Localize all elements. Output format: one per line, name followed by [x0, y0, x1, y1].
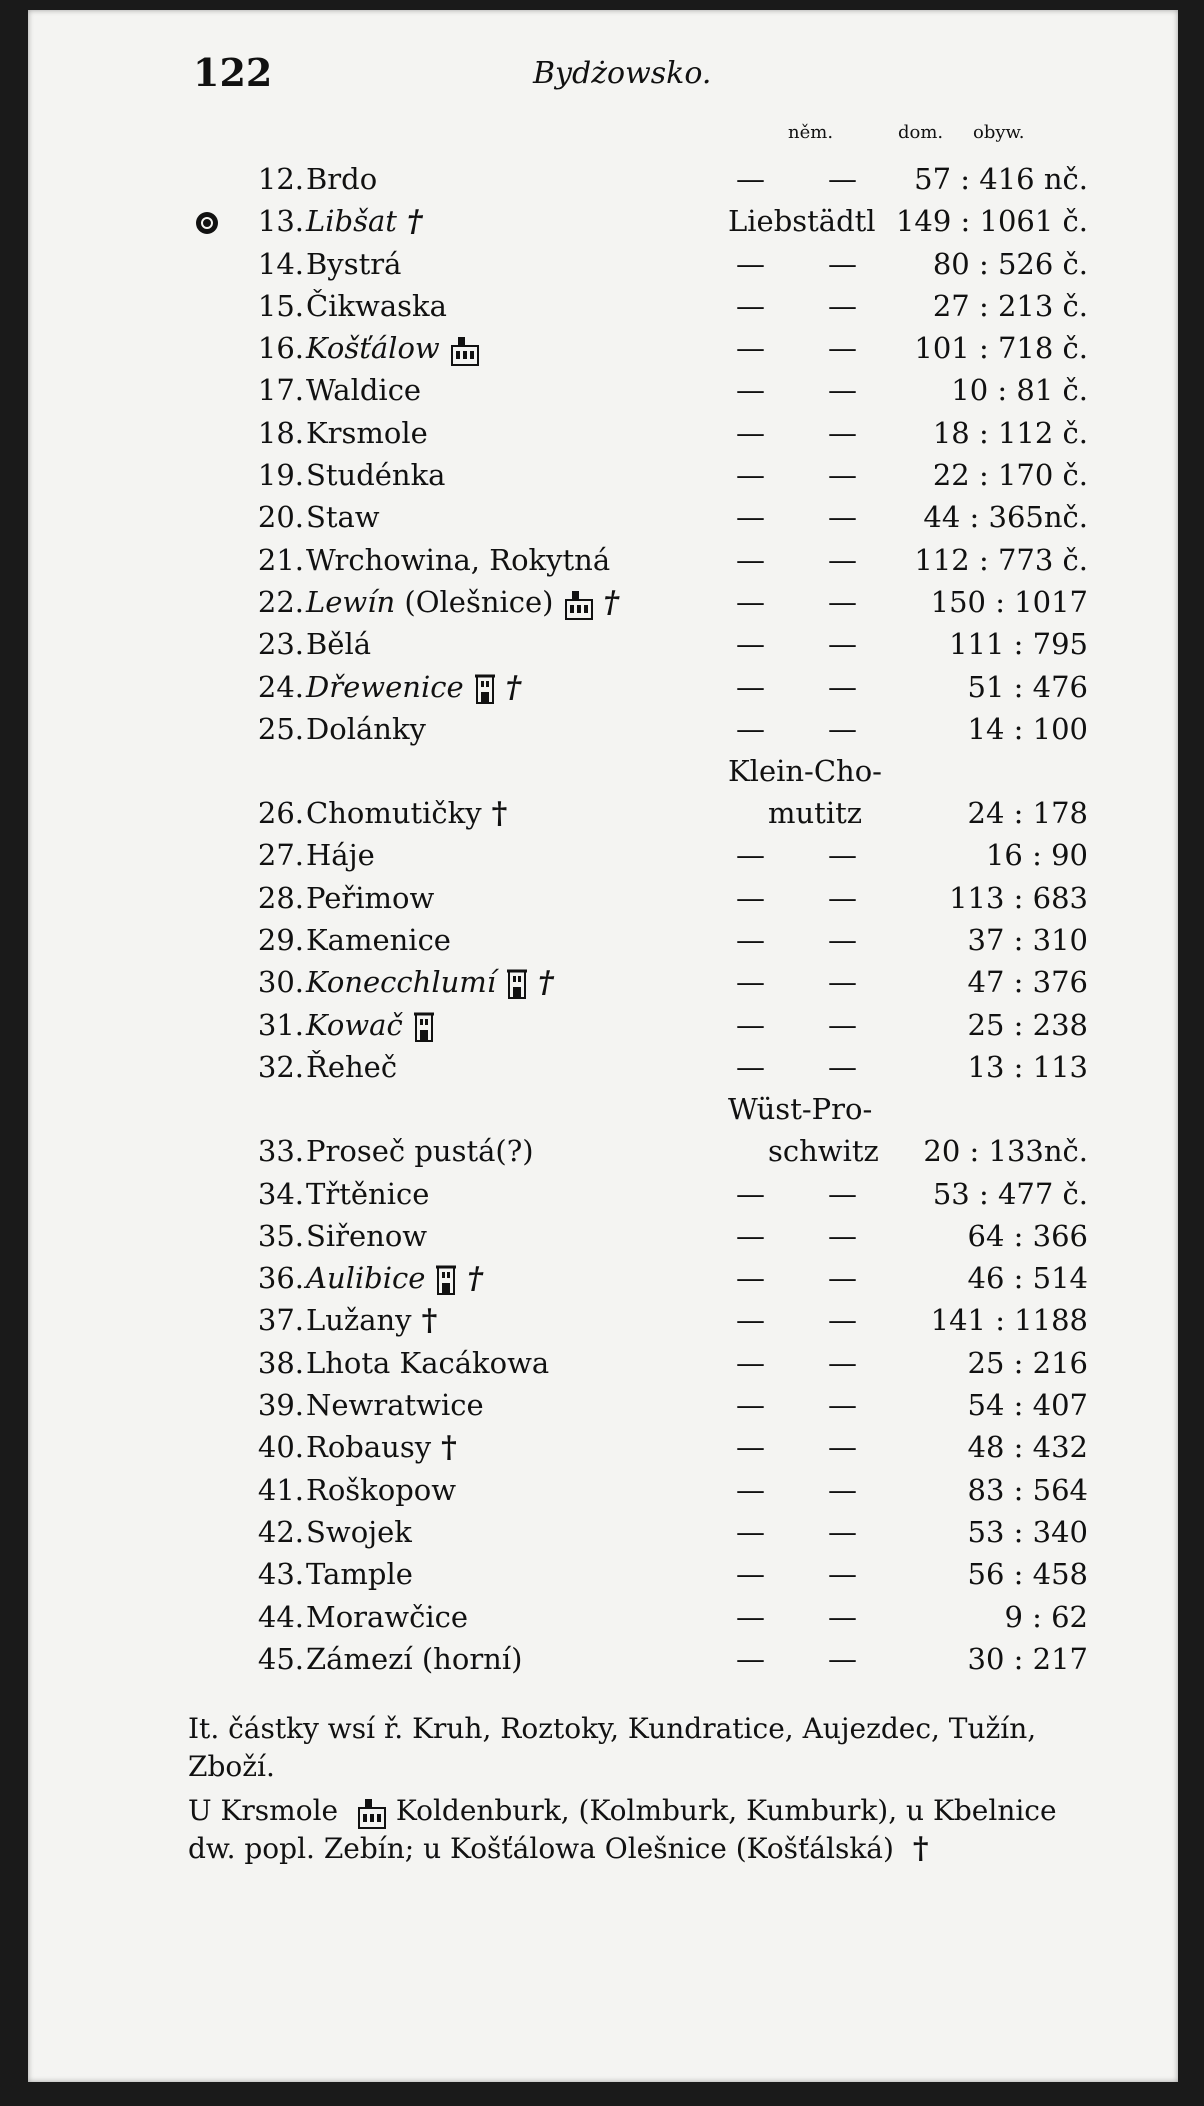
houses-inhabitants-value: 47 : 376 [967, 965, 1088, 1000]
dash-separator: — [828, 711, 857, 746]
houses-inhabitants-value: 64 : 366 [967, 1218, 1088, 1253]
dash-separator: — [736, 162, 765, 196]
houses-inhabitants-value: 27 : 213 č. [932, 288, 1088, 323]
dash-separator: — [736, 1388, 765, 1423]
dash-separator: — [736, 542, 765, 577]
entry-number: 20. [257, 500, 304, 535]
dash-separator: — [828, 1472, 857, 1507]
dash-separator: — [828, 1388, 857, 1423]
entry-number: 39. [257, 1388, 304, 1423]
tower-icon [435, 1264, 457, 1296]
dash-separator: — [736, 1303, 765, 1338]
dash-separator: — [828, 500, 857, 535]
list-item [28, 412, 1178, 454]
village-name: Lužany † [306, 1303, 438, 1339]
houses-inhabitants-value: 113 : 683 [949, 880, 1088, 915]
houses-inhabitants-value: 48 : 432 [967, 1430, 1088, 1465]
list-item [28, 243, 1178, 285]
village-name: Krsmole [306, 415, 428, 450]
entry-number: 42. [257, 1514, 304, 1549]
houses-inhabitants-value: 54 : 407 [967, 1388, 1088, 1423]
entry-number: 36. [257, 1261, 304, 1296]
list-item [28, 539, 1178, 581]
dash-separator: — [828, 542, 857, 577]
village-name: Swojek [306, 1514, 412, 1549]
houses-inhabitants-value: 22 : 170 č. [932, 458, 1088, 493]
village-name: Studénka [306, 458, 446, 493]
dash-separator: — [828, 373, 857, 408]
column-german: něm. [788, 122, 834, 143]
chateau-icon [450, 334, 480, 366]
footnote-castles [188, 1792, 1093, 1868]
footnote-castles-text: Koldenburk, (Kolmburk, Kumburk), u Kbelnice dw. popl. Zebín; u Košťálowa Olešnice (Košťálská) [188, 1794, 1057, 1865]
entry-number: 19. [257, 458, 304, 493]
entry-number: 21. [257, 542, 304, 577]
column-inhabitants: obyw. [973, 122, 1025, 143]
dash-separator: — [828, 246, 857, 281]
houses-inhabitants-value: 25 : 216 [967, 1345, 1088, 1380]
village-name: Lhota Kacákowa [306, 1345, 550, 1380]
list-item [28, 200, 1178, 242]
dash-separator: — [736, 246, 765, 281]
list-item [28, 454, 1178, 496]
dash-separator: — [828, 288, 857, 323]
cross-icon: † [505, 669, 522, 705]
german-name: Wüst-Pro- [728, 1092, 873, 1127]
village-name: Morawčice [306, 1599, 469, 1634]
houses-inhabitants-value: 24 : 178 [967, 796, 1088, 831]
list-item [28, 1046, 1178, 1088]
entry-number: 24. [257, 669, 304, 704]
entry-number: 13. [257, 204, 304, 239]
village-name: Staw [306, 500, 380, 535]
dash-separator: — [828, 1345, 857, 1380]
dash-separator: — [828, 838, 857, 873]
list-item [28, 1384, 1178, 1426]
tower-icon [413, 1011, 435, 1043]
village-name: Kamenice [306, 923, 451, 958]
houses-inhabitants-value: 101 : 718 č. [914, 331, 1088, 366]
houses-inhabitants-value: 53 : 477 č. [932, 1176, 1088, 1211]
dash-separator: — [828, 1176, 857, 1211]
village-name: Konecchlumí † [306, 965, 554, 1001]
dash-separator: — [828, 1303, 857, 1338]
houses-inhabitants-value: 141 : 1188 [930, 1303, 1088, 1338]
village-name: Bělá [306, 627, 372, 662]
list-item [28, 1596, 1178, 1638]
page-header [28, 40, 1178, 110]
dash-separator: — [736, 711, 765, 746]
list-item [28, 285, 1178, 327]
entry-number: 30. [257, 965, 304, 1000]
entry-number: 37. [257, 1303, 304, 1338]
houses-inhabitants-value: 44 : 365nč. [923, 500, 1088, 535]
list-item [28, 1426, 1178, 1468]
dash-separator: — [736, 1599, 765, 1634]
dash-separator: — [736, 1261, 765, 1296]
houses-inhabitants-value: 57 : 416 nč. [914, 162, 1088, 196]
entry-number: 38. [257, 1345, 304, 1380]
village-name: Aulibice † [306, 1261, 484, 1297]
list-item [28, 1215, 1178, 1257]
dash-separator: — [736, 373, 765, 408]
page-number: 122 [193, 50, 273, 95]
list-item [28, 369, 1178, 411]
dash-separator: — [828, 1599, 857, 1634]
village-name: Newratwice [306, 1388, 484, 1423]
village-name: Libšat † [306, 204, 423, 240]
dash-separator: — [736, 288, 765, 323]
entry-number: 33. [257, 1134, 304, 1169]
dash-separator: — [736, 415, 765, 450]
german-name: Liebstädtl [728, 204, 876, 239]
village-name: Peřimow [306, 880, 435, 915]
list-item [28, 877, 1178, 919]
dash-separator: — [828, 1557, 857, 1592]
list-item [28, 1342, 1178, 1384]
village-name: Zámezí (horní) [306, 1641, 523, 1676]
dash-separator: — [736, 1514, 765, 1549]
village-name: Roškopow [306, 1472, 457, 1507]
dash-separator: — [736, 331, 765, 366]
chateau-icon [357, 1796, 387, 1830]
entry-number: 14. [257, 246, 304, 281]
book-page [28, 10, 1178, 2082]
village-name: Bystrá [306, 246, 402, 281]
list-item [28, 1092, 1178, 1172]
dash-separator: — [828, 965, 857, 1000]
cross-icon: † [491, 796, 508, 832]
dash-separator: — [736, 1557, 765, 1592]
entry-number: 27. [257, 838, 304, 873]
houses-inhabitants-value: 37 : 310 [967, 923, 1088, 958]
list-item [28, 919, 1178, 961]
village-name: Košťálow [306, 327, 480, 369]
cross-icon: † [421, 1303, 438, 1339]
houses-inhabitants-value: 9 : 62 [1004, 1599, 1088, 1634]
list-item [28, 1553, 1178, 1595]
houses-inhabitants-value: 16 : 90 [985, 838, 1088, 873]
list-item [28, 666, 1178, 708]
dash-separator: — [828, 1430, 857, 1465]
village-name: Wrchowina, Rokytná [306, 542, 611, 577]
houses-inhabitants-value: 46 : 514 [967, 1261, 1088, 1296]
list-item [28, 1469, 1178, 1511]
entry-number: 25. [257, 711, 304, 746]
dash-separator: — [736, 1472, 765, 1507]
dash-separator: — [828, 584, 857, 619]
dash-separator: — [736, 923, 765, 958]
dash-separator: — [736, 669, 765, 704]
entry-number: 40. [257, 1430, 304, 1465]
village-name: Třtěnice [306, 1176, 430, 1211]
dash-separator: — [828, 923, 857, 958]
list-item [28, 1638, 1178, 1680]
footnote-parts: It. částky wsí ř. Kruh, Roztoky, Kundratice, Aujezdec, Tužín, Zboží. [188, 1712, 1037, 1783]
dash-separator: — [828, 1514, 857, 1549]
village-name: Řeheč [306, 1049, 398, 1084]
entry-number: 31. [257, 1007, 304, 1042]
dash-separator: — [736, 1049, 765, 1084]
dash-separator: — [736, 1007, 765, 1042]
entry-number: 29. [257, 923, 304, 958]
entry-number: 28. [257, 880, 304, 915]
village-name: Kowač [306, 1004, 435, 1046]
list-item [28, 1299, 1178, 1341]
entry-number: 41. [257, 1472, 304, 1507]
dash-separator: — [828, 1049, 857, 1084]
german-name-cont: schwitz [768, 1134, 879, 1169]
dash-separator: — [736, 584, 765, 619]
houses-inhabitants-value: 53 : 340 [967, 1514, 1088, 1549]
cross-icon: † [441, 1430, 457, 1466]
entry-number: 34. [257, 1176, 304, 1211]
entry-number: 32. [257, 1049, 304, 1084]
dash-separator: — [828, 1218, 857, 1253]
village-name: Háje [306, 838, 375, 873]
list-item [28, 623, 1178, 665]
list-item [28, 496, 1178, 538]
column-houses: dom. [898, 122, 944, 143]
cross-icon: † [406, 204, 423, 240]
houses-inhabitants-value: 20 : 133nč. [923, 1134, 1088, 1169]
town-marker-icon [196, 212, 218, 234]
dash-separator: — [828, 1641, 857, 1676]
entry-number: 18. [257, 415, 304, 450]
houses-inhabitants-value: 111 : 795 [949, 627, 1088, 662]
village-name: Čikwaska [306, 288, 447, 323]
list-item [28, 158, 1178, 200]
cross-icon: † [603, 584, 620, 620]
entry-number: 43. [257, 1557, 304, 1592]
houses-inhabitants-value: 83 : 564 [967, 1472, 1088, 1507]
list-item [28, 834, 1178, 876]
footnote-castles-lead: U Krsmole [188, 1794, 339, 1827]
dash-separator: — [736, 1176, 765, 1211]
list-item [28, 754, 1178, 834]
houses-inhabitants-value: 80 : 526 č. [932, 246, 1088, 281]
german-name-cont: mutitz [768, 796, 863, 831]
entry-number: 26. [257, 796, 304, 831]
entry-number: 23. [257, 627, 304, 662]
dash-separator: — [736, 880, 765, 915]
cross-icon: † [467, 1261, 484, 1297]
village-name: Lewín (Olešnice) † [306, 584, 620, 620]
dash-separator: — [828, 1007, 857, 1042]
village-name: Chomutičky † [306, 796, 508, 832]
tower-icon [474, 673, 496, 705]
village-list [28, 158, 1178, 1680]
list-item [28, 1511, 1178, 1553]
dash-separator: — [828, 458, 857, 493]
list-item [28, 1257, 1178, 1299]
houses-inhabitants-value: 149 : 1061 č. [895, 204, 1088, 239]
tower-icon [506, 968, 528, 1000]
list-item [28, 327, 1178, 369]
dash-separator: — [736, 627, 765, 662]
dash-separator: — [828, 1261, 857, 1296]
list-item [28, 581, 1178, 623]
entry-number: 16. [257, 331, 304, 366]
cross-icon: † [538, 965, 554, 1001]
houses-inhabitants-value: 25 : 238 [967, 1007, 1088, 1042]
dash-separator: — [828, 331, 857, 366]
german-name: Klein-Cho- [728, 754, 882, 789]
dash-separator: — [736, 965, 765, 1000]
village-name: Dřewenice † [306, 669, 522, 705]
list-item [28, 1173, 1178, 1215]
houses-inhabitants-value: 56 : 458 [967, 1557, 1088, 1592]
running-title: Bydżowsko. [533, 56, 712, 91]
dash-separator: — [736, 1218, 765, 1253]
dash-separator: — [736, 838, 765, 873]
houses-inhabitants-value: 13 : 113 [967, 1049, 1088, 1084]
dash-separator: — [828, 415, 857, 450]
list-item [28, 961, 1178, 1003]
village-name: Robausy † [306, 1430, 457, 1466]
houses-inhabitants-value: 18 : 112 č. [932, 415, 1088, 450]
dash-separator: — [828, 162, 857, 196]
entry-number: 22. [257, 584, 304, 619]
dash-separator: — [736, 1430, 765, 1465]
dash-separator: — [736, 458, 765, 493]
village-name: Siřenow [306, 1218, 428, 1253]
entry-number: 35. [257, 1218, 304, 1253]
entry-number: 17. [257, 373, 304, 408]
village-name: Brdo [306, 162, 378, 196]
houses-inhabitants-value: 112 : 773 č. [914, 542, 1088, 577]
village-name: Dolánky [306, 711, 426, 746]
entry-number: 44. [257, 1599, 304, 1634]
houses-inhabitants-value: 30 : 217 [967, 1641, 1088, 1676]
houses-inhabitants-value: 150 : 1017 [930, 584, 1088, 619]
list-item [28, 1004, 1178, 1046]
village-name: Waldice [306, 373, 422, 408]
dash-separator: — [828, 627, 857, 662]
village-name: Tample [306, 1557, 413, 1592]
cross-icon: † [912, 1831, 929, 1866]
village-name: Proseč pustá(?) [306, 1134, 534, 1169]
houses-inhabitants-value: 10 : 81 č. [951, 373, 1088, 408]
entry-number: 15. [257, 288, 304, 323]
chateau-icon [564, 588, 594, 620]
dash-separator: — [828, 669, 857, 704]
entry-number: 12. [257, 162, 304, 196]
entry-number: 45. [257, 1641, 304, 1676]
dash-separator: — [828, 880, 857, 915]
dash-separator: — [736, 1345, 765, 1380]
houses-inhabitants-value: 51 : 476 [967, 669, 1088, 704]
list-item [28, 708, 1178, 750]
houses-inhabitants-value: 14 : 100 [967, 711, 1088, 746]
dash-separator: — [736, 500, 765, 535]
dash-separator: — [736, 1641, 765, 1676]
